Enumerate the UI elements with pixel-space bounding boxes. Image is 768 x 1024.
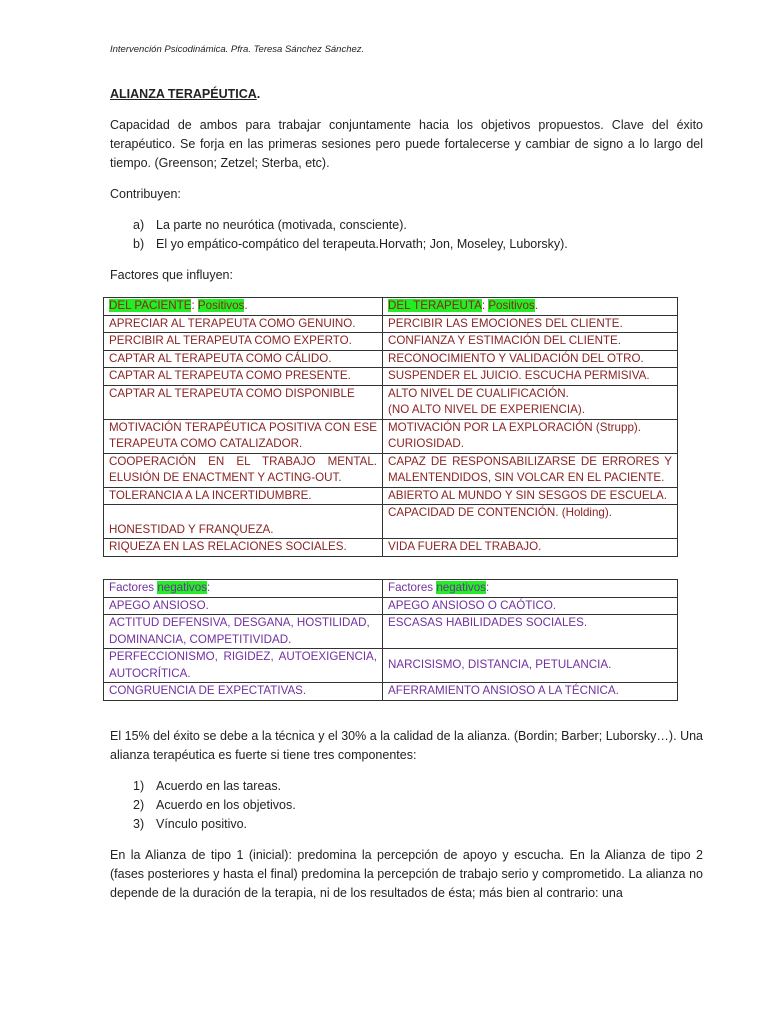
- table-row: [104, 539, 678, 557]
- table-cell: CAPTAR AL TERAPEUTA COMO DISPONIBLE: [104, 385, 383, 419]
- table-cell: Factores negativos:: [383, 580, 678, 598]
- table-cell: ACTITUD DEFENSIVA, DESGANA, HOSTILIDAD, DOMINANCIA, COMPETITIVIDAD.: [104, 615, 383, 649]
- table-row: [104, 368, 678, 386]
- contribuyen-list: [133, 216, 568, 254]
- table-cell: RECONOCIMIENTO Y VALIDACIÓN DEL OTRO.: [383, 350, 678, 368]
- paragraph-definition: Capacidad de ambos para trabajar conjuntamente hacia los objetivos propuestos. Clave del éxito terapéutico. Se forja en las primeras sesiones pero puede fortalecerse y cambiar de signo a lo largo del tiempo. (Greenson; Zetzel; Sterba, etc).: [110, 118, 703, 170]
- table-cell: MOTIVACIÓN TERAPÉUTICA POSITIVA CON ESE TERAPEUTA COMO CATALIZADOR.: [104, 419, 383, 453]
- table-row: [104, 649, 678, 683]
- table-cell: APEGO ANSIOSO O CAÓTICO.: [383, 597, 678, 615]
- section-title: ALIANZA TERAPÉUTICA.: [110, 87, 261, 101]
- table-row: [104, 487, 678, 505]
- table-row: [104, 333, 678, 351]
- table-cell: HONESTIDAD Y FRANQUEZA.: [104, 505, 383, 539]
- list-item: b) El yo empático-compático del terapeuta.Horvath; Jon, Moseley, Luborsky).: [133, 237, 568, 251]
- paragraph-alliance-types: En la Alianza de tipo 1 (inicial): predomina la percepción de apoyo y escucha. En la Alianza de tipo 2 (fases posteriores y hasta el final) predomina la percepción de trabajo serio y comprometido. La alianza no depende de la duración de la terapia, ni de los resultados de ésta; más bien al contrario: una: [110, 848, 703, 900]
- table-cell: PERCIBIR AL TERAPEUTA COMO EXPERTO.: [104, 333, 383, 351]
- table-cell: MOTIVACIÓN POR LA EXPLORACIÓN (Strupp). CURIOSIDAD.: [383, 419, 678, 453]
- list-item: 2) Acuerdo en los objetivos.: [133, 798, 296, 812]
- table-cell: SUSPENDER EL JUICIO. ESCUCHA PERMISIVA.: [383, 368, 678, 386]
- table-cell: Factores negativos:: [104, 580, 383, 598]
- table-row: [104, 350, 678, 368]
- table-cell: CAPAZ DE RESPONSABILIZARSE DE ERRORES Y MALENTENDIDOS, SIN VOLCAR EN EL PACIENTE.: [383, 453, 678, 487]
- list-item: 1) Acuerdo en las tareas.: [133, 779, 282, 793]
- table-row: [104, 315, 678, 333]
- table-cell: NARCISISMO, DISTANCIA, PETULANCIA.: [383, 649, 678, 683]
- table-row: [104, 615, 678, 649]
- table-row: [104, 385, 678, 419]
- table-cell: TOLERANCIA A LA INCERTIDUMBRE.: [104, 487, 383, 505]
- table-cell: DEL PACIENTE: Positivos.: [104, 298, 383, 316]
- table-cell: CAPACIDAD DE CONTENCIÓN. (Holding).: [383, 505, 678, 539]
- table-cell: DEL TERAPEUTA: Positivos.: [383, 298, 678, 316]
- positive-factors-table: [103, 297, 678, 557]
- list-item: 3) Vínculo positivo.: [133, 817, 248, 831]
- table-row: [104, 505, 678, 539]
- table-row: [104, 683, 678, 701]
- contribuyen-label: Contribuyen:: [110, 187, 181, 201]
- table-cell: VIDA FUERA DEL TRABAJO.: [383, 539, 678, 557]
- table-cell: CONFIANZA Y ESTIMACIÓN DEL CLIENTE.: [383, 333, 678, 351]
- list-item: a) La parte no neurótica (motivada, consciente).: [133, 218, 407, 232]
- table-cell: RIQUEZA EN LAS RELACIONES SOCIALES.: [104, 539, 383, 557]
- table-cell: ESCASAS HABILIDADES SOCIALES.: [383, 615, 678, 649]
- table-cell: ALTO NIVEL DE CUALIFICACIÓN. (NO ALTO NIVEL DE EXPERIENCIA).: [383, 385, 678, 419]
- table-cell: ABIERTO AL MUNDO Y SIN SESGOS DE ESCUELA.: [383, 487, 678, 505]
- table-cell: CONGRUENCIA DE EXPECTATIVAS.: [104, 683, 383, 701]
- table-row: [104, 419, 678, 453]
- table-cell: CAPTAR AL TERAPEUTA COMO CÁLIDO.: [104, 350, 383, 368]
- table-row: [104, 597, 678, 615]
- factores-label: Factores que influyen:: [110, 268, 233, 282]
- table-header-row: [104, 580, 678, 598]
- table-cell: AFERRAMIENTO ANSIOSO A LA TÉCNICA.: [383, 683, 678, 701]
- table-cell: APRECIAR AL TERAPEUTA COMO GENUINO.: [104, 315, 383, 333]
- table-row: [104, 453, 678, 487]
- paragraph-success: El 15% del éxito se debe a la técnica y el 30% a la calidad de la alianza. (Bordin; Barber; Luborsky…). Una alianza terapéutica es fuerte si tiene tres componentes:: [110, 729, 703, 762]
- componentes-list: [133, 777, 296, 834]
- table-cell: CAPTAR AL TERAPEUTA COMO PRESENTE.: [104, 368, 383, 386]
- page-header: Intervención Psicodinámica. Pfra. Teresa Sánchez Sánchez.: [110, 44, 365, 55]
- table-header-row: [104, 298, 678, 316]
- negative-factors-table: [103, 579, 678, 701]
- table-cell: COOPERACIÓN EN EL TRABAJO MENTAL. ELUSIÓN DE ENACTMENT Y ACTING-OUT.: [104, 453, 383, 487]
- table-cell: PERCIBIR LAS EMOCIONES DEL CLIENTE.: [383, 315, 678, 333]
- table-cell: APEGO ANSIOSO.: [104, 597, 383, 615]
- table-cell: PERFECCIONISMO, RIGIDEZ, AUTOEXIGENCIA, AUTOCRÍTICA.: [104, 649, 383, 683]
